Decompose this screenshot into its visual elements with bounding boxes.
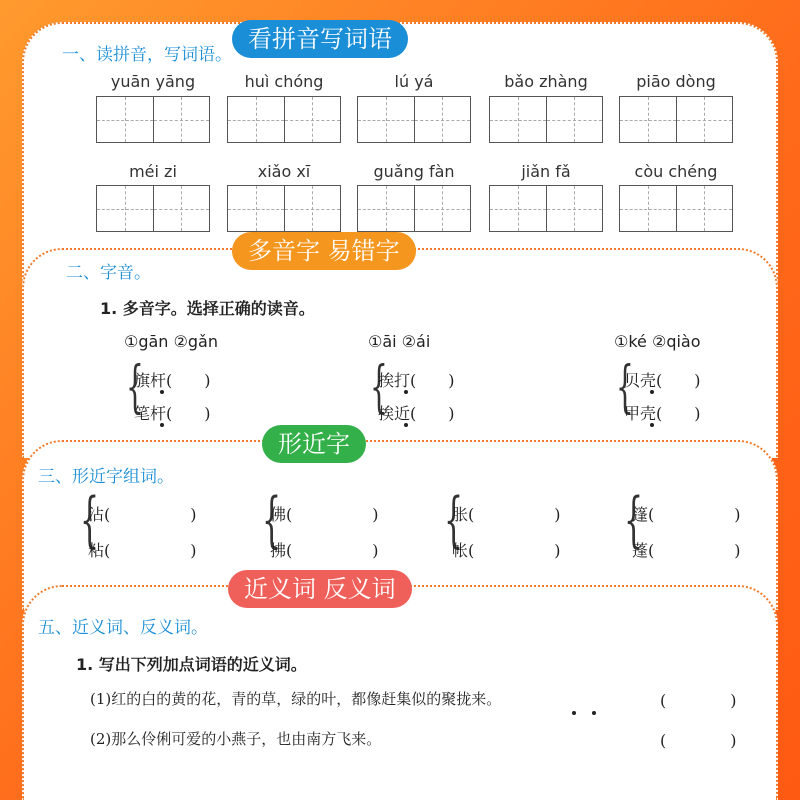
brace-icon: {	[616, 355, 634, 420]
writing-cell[interactable]	[490, 186, 547, 231]
brace-icon: {	[444, 485, 464, 555]
writing-cell[interactable]	[358, 186, 415, 231]
writing-grid[interactable]	[96, 185, 210, 232]
writing-cell[interactable]	[228, 97, 285, 142]
writing-cell[interactable]	[547, 97, 603, 142]
writing-cell[interactable]	[228, 186, 285, 231]
writing-grid[interactable]	[227, 96, 341, 143]
xingjin-item[interactable]: 佛( )	[270, 505, 379, 524]
writing-cell[interactable]	[97, 186, 154, 231]
brace-icon: {	[370, 355, 388, 420]
section2-title: 二、字音。	[66, 263, 151, 283]
duoyin-item[interactable]: 挨近( )	[378, 404, 455, 423]
section5-title: 五、近义词、反义词。	[38, 618, 208, 638]
section5-question: 1. 写出下列加点词语的近义词。	[76, 655, 307, 674]
writing-grid[interactable]	[489, 185, 603, 232]
writing-cell[interactable]	[415, 97, 471, 142]
writing-grid[interactable]	[357, 96, 471, 143]
pinyin-label: yuān yāng	[110, 72, 196, 91]
xingjin-item[interactable]: 胀( )	[452, 505, 561, 524]
pronunciation-options: ①gān ②gǎn	[124, 332, 218, 351]
writing-cell[interactable]	[547, 186, 603, 231]
xingjin-item[interactable]: 粘( )	[88, 541, 197, 560]
writing-grid[interactable]	[357, 185, 471, 232]
emphasis-dot	[404, 423, 408, 427]
sentence-1: (1)红的白的黄的花，青的草，绿的叶，都像赶集似的聚拢来。	[90, 690, 502, 708]
writing-cell[interactable]	[620, 186, 677, 231]
xingjin-item[interactable]: 帐( )	[452, 541, 561, 560]
answer-blank-2[interactable]: ( )	[660, 731, 737, 750]
brace-icon: {	[80, 485, 100, 555]
pinyin-label: piāo dòng	[636, 72, 716, 91]
duoyin-item[interactable]: 旗杆( )	[134, 371, 211, 390]
writing-grid[interactable]	[227, 185, 341, 232]
section1-title: 一、读拼音，写词语。	[62, 45, 232, 65]
emphasis-dot	[404, 390, 408, 394]
pinyin-label: còu chéng	[634, 162, 718, 181]
xingjin-item[interactable]: 沾( )	[88, 505, 197, 524]
writing-cell[interactable]	[358, 97, 415, 142]
writing-cell[interactable]	[490, 97, 547, 142]
pinyin-label: jiǎn fǎ	[521, 162, 571, 181]
emphasis-dot	[592, 711, 596, 715]
xingjin-item[interactable]: 蓬( )	[632, 541, 741, 560]
writing-cell[interactable]	[154, 186, 210, 231]
pinyin-label: huì chóng	[244, 72, 324, 91]
writing-grid[interactable]	[619, 96, 733, 143]
writing-grid[interactable]	[96, 96, 210, 143]
xingjin-pill: 形近字	[262, 425, 366, 463]
emphasis-dot	[650, 423, 654, 427]
pinyin-label: xiǎo xī	[257, 162, 311, 181]
xingjin-item[interactable]: 篷( )	[632, 505, 741, 524]
brace-icon: {	[126, 355, 144, 420]
writing-cell[interactable]	[620, 97, 677, 142]
emphasis-dot	[160, 390, 164, 394]
writing-cell[interactable]	[677, 97, 733, 142]
answer-blank-1[interactable]: ( )	[660, 691, 737, 710]
emphasis-dot	[650, 390, 654, 394]
duoyin-item[interactable]: 挨打( )	[378, 371, 455, 390]
duoyin-item[interactable]: 笔杆( )	[134, 404, 211, 423]
emphasis-dot	[160, 423, 164, 427]
duoyin-item[interactable]: 甲壳( )	[624, 404, 701, 423]
section2-question: 1. 多音字。选择正确的读音。	[100, 299, 315, 318]
pronunciation-options: ①āi ②ái	[368, 332, 431, 351]
writing-cell[interactable]	[285, 186, 341, 231]
pinyin-label: méi zi	[129, 162, 177, 181]
writing-grid[interactable]	[489, 96, 603, 143]
writing-cell[interactable]	[154, 97, 210, 142]
brace-icon: {	[262, 485, 282, 555]
writing-cell[interactable]	[415, 186, 471, 231]
writing-cell[interactable]	[97, 97, 154, 142]
xingjin-item[interactable]: 拂( )	[270, 541, 379, 560]
section3-title: 三、形近字组词。	[38, 467, 174, 487]
brace-icon: {	[624, 485, 644, 555]
duoyin-item[interactable]: 贝壳( )	[624, 371, 701, 390]
pronunciation-options: ①ké ②qiào	[614, 332, 701, 351]
pinyin-label: guǎng fàn	[373, 162, 455, 181]
pinyin-label: bǎo zhàng	[504, 72, 588, 91]
pinyin-label: lú yá	[394, 72, 434, 91]
jinyi-pill: 近义词 反义词	[228, 570, 412, 608]
pinyin-pill: 看拼音写词语	[232, 20, 408, 58]
emphasis-dot	[572, 711, 576, 715]
writing-grid[interactable]	[619, 185, 733, 232]
duoyin-pill: 多音字 易错字	[232, 232, 416, 270]
writing-cell[interactable]	[677, 186, 733, 231]
writing-cell[interactable]	[285, 97, 341, 142]
sentence-2: (2)那么伶俐可爱的小燕子，也由南方飞来。	[90, 730, 382, 748]
